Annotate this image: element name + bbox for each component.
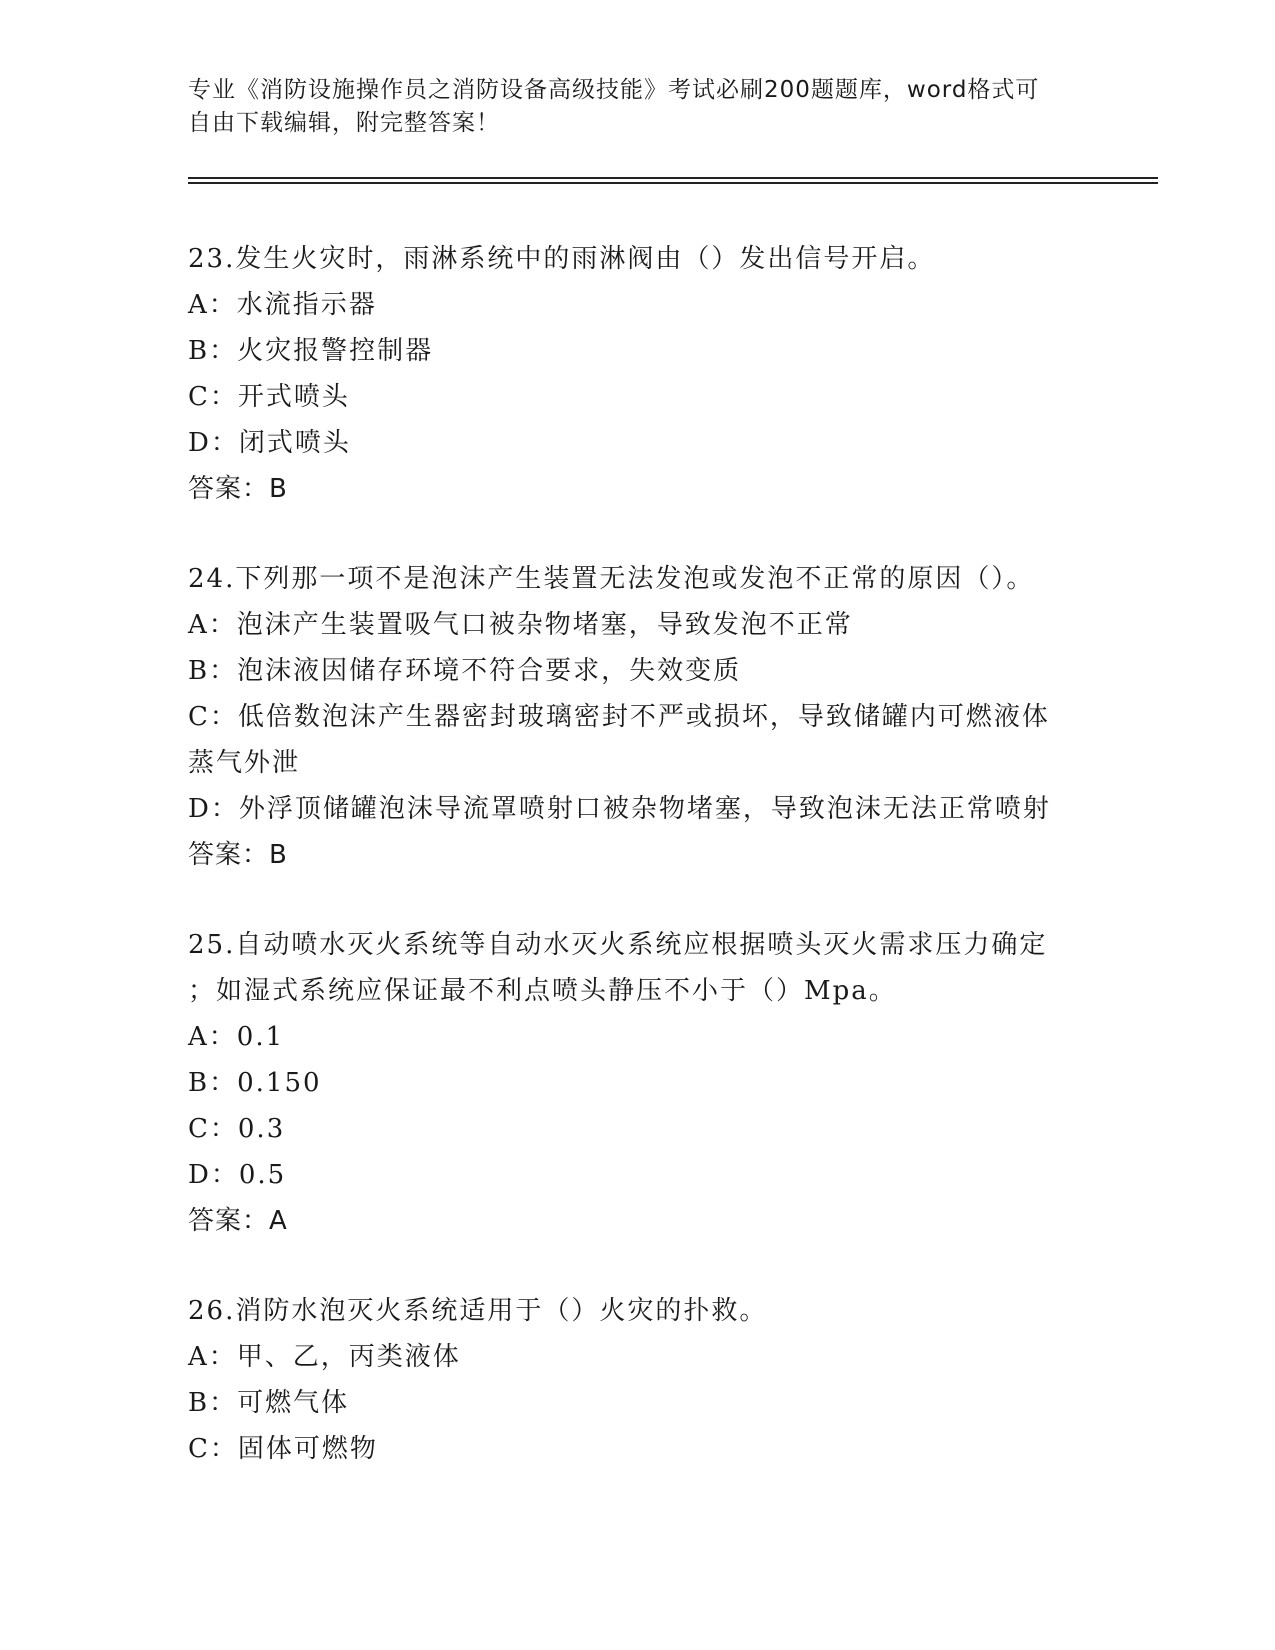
answer-line: 答案：B (188, 840, 288, 870)
option-b: B：泡沫液因储存环境不符合要求，失效变质 (188, 656, 742, 686)
option-b: B：火灾报警控制器 (188, 336, 434, 366)
answer-line: 答案：B (188, 474, 288, 504)
question-stem: 25.自动喷水灭火系统等自动水灭火系统应根据喷头灭火需求压力确定 (188, 930, 1048, 960)
document-header (188, 74, 1088, 140)
question-stem: 24.下列那一项不是泡沫产生装置无法发泡或发泡不正常的原因（）。 (188, 564, 1035, 594)
answer-line: 答案：A (188, 1206, 288, 1236)
option-a: A：0.1 (188, 1022, 285, 1052)
option-c: C：低倍数泡沫产生器密封玻璃密封不严或损坏，导致储罐内可燃液体 (188, 702, 1050, 732)
option-a: A：泡沫产生装置吸气口被杂物堵塞，导致发泡不正常 (188, 610, 853, 640)
question-25 (188, 922, 1088, 1244)
header-divider-bottom (188, 182, 1158, 184)
option-c: C：0.3 (188, 1114, 286, 1144)
option-c-continued: 蒸气外泄 (188, 748, 301, 778)
question-23 (188, 236, 1088, 512)
option-d: D：外浮顶储罐泡沫导流罩喷射口被杂物堵塞，导致泡沫无法正常喷射 (188, 794, 1051, 824)
option-b: B：可燃气体 (188, 1388, 350, 1418)
header-line-2: 自由下载编辑，附完整答案！ (188, 110, 500, 136)
header-line-1: 专业《消防设施操作员之消防设备高级技能》考试必刷200题题库，word格式可 (188, 77, 1040, 103)
option-a: A：水流指示器 (188, 290, 377, 320)
question-stem: 23.发生火灾时，雨淋系统中的雨淋阀由（）发出信号开启。 (188, 244, 936, 274)
option-b: B：0.150 (188, 1068, 322, 1098)
question-24 (188, 556, 1088, 878)
question-stem-continued: ；如湿式系统应保证最不利点喷头静压不小于（）Mpa。 (188, 976, 897, 1006)
option-c: C：固体可燃物 (188, 1434, 378, 1464)
option-a: A：甲、乙，丙类液体 (188, 1342, 461, 1372)
question-stem: 26.消防水泡灭火系统适用于（）火灾的扑救。 (188, 1296, 768, 1326)
header-divider-top (188, 177, 1158, 179)
question-list (188, 236, 1088, 1516)
option-d: D：0.5 (188, 1160, 287, 1190)
option-c: C：开式喷头 (188, 382, 350, 412)
question-26 (188, 1288, 1088, 1472)
option-d: D：闭式喷头 (188, 428, 351, 458)
